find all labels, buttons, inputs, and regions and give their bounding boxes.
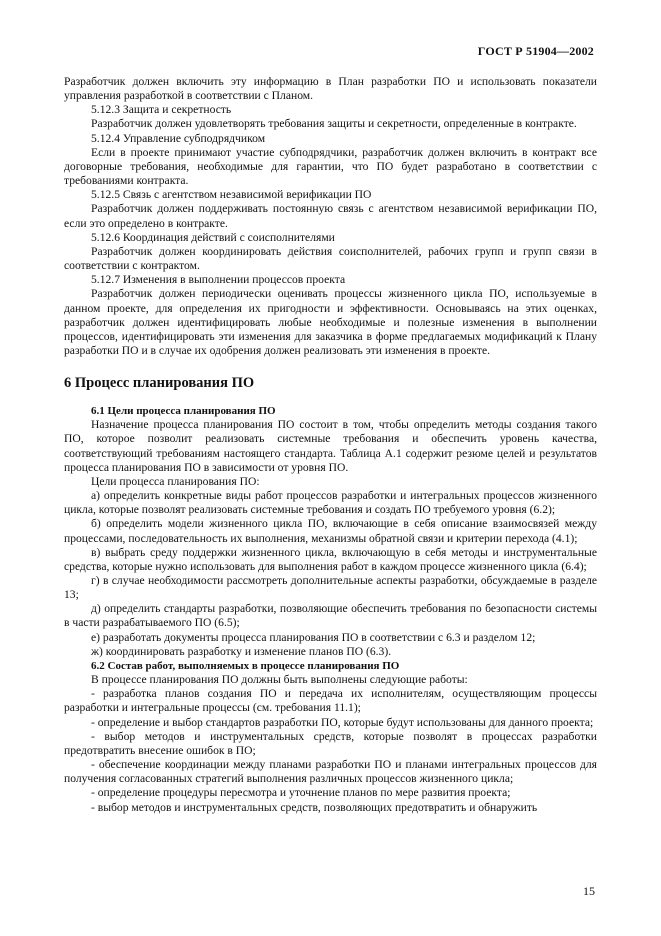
list-item: д) определить стандарты разработки, позволяющие обеспечить требования по безопасности системы в части разрабатываемого ПО (6.5); [64,602,597,630]
clause-heading: 5.12.6 Координация действий с соисполнителями [91,230,335,244]
list-item: - выбор методов и инструментальных средств, позволяющих предотвратить и обнаружить [91,800,538,814]
paragraph: В процессе планирования ПО должны быть выполнены следующие работы: [91,673,468,687]
clause-heading: 5.12.3 Защита и секретность [91,103,232,117]
subsection-title: 6.1 Цели процесса планирования ПО [91,405,276,418]
list-item: - определение и выбор стандартов разработки ПО, которые будут использованы для данного проекта; [91,715,594,729]
paragraph: Цели процесса планирования ПО: [91,474,260,488]
paragraph: Разработчик должен периодически оценивать процессы жизненного цикла ПО, используемые в данном проекте, для определения их пригодности и эффективности. Основываясь на этих оценках, разработчик должен идентифицировать любые необходимые и полезные изменения в выполнении процессов, идентифицировать эти изменения для заказчика в форме предлагаемых модификаций к Плану разработки ПО и в случае их одобрения должен реализовать эти изменения в проекте. [64,287,597,357]
paragraph: Разработчик должен удовлетворять требования защиты и секретности, определенные в контракте. [91,117,577,131]
list-item: г) в случае необходимости рассмотреть дополнительные аспекты разработки, обсуждаемые в разделе 13; [64,574,597,602]
page-body [64,75,597,815]
clause-heading: 5.12.4 Управление субподрядчиком [91,131,266,145]
clause-heading: 5.12.7 Изменения в выполнении процессов проекта [91,273,346,287]
list-item: б) определить модели жизненного цикла ПО, включающие в себя описание взаимосвязей между процессами, последовательность их выполнения, механизмы обратной связи и критерии перехода (4.1); [64,517,597,545]
list-item: - выбор методов и инструментальных средств, которые позволят в процессах разработки предотвратить внесение ошибок в ПО; [64,729,597,757]
paragraph: Разработчик должен координировать действия соисполнителей, рабочих групп и групп связи в соответствии с контрактом. [64,244,597,273]
list-item: в) выбрать среду поддержки жизненного цикла, включающую в себя методы и инструментальные средства, которые нужно использовать для выполнения работ в каждом процессе жизненного цикла (6.4); [64,545,597,573]
list-item: а) определить конкретные виды работ процессов разработки и интегральных процессов жизненного цикла, которые позволят реализовать системные требования и создать ПО требуемого уровня (6.2); [64,489,597,517]
list-item: ж) координировать разработку и изменение планов ПО (6.3). [91,644,392,658]
list-item: - обеспечение координации между планами разработки ПО и планами интегральных процессов для получения согласованных стратегий выполнения различных процессов жизненного цикла; [64,758,597,786]
list-item: - определение процедуры пересмотра и уточнение планов по мере развития проекта; [91,786,511,800]
list-item: е) разработать документы процесса планирования ПО в соответствии с 6.3 и разделом 12; [91,630,536,644]
list-item: - разработка планов создания ПО и передача их исполнителям, осуществляющим процессы разработки и интегральные процессы (см. требования 11.1); [64,687,597,715]
paragraph: Назначение процесса планирования ПО состоит в том, чтобы определить методы создания такого ПО, которое позволит реализовать системные требования и обеспечить уровень качества, соответствующий требованиям настоящего стандарта. Таблица А.1 содержит резюме целей и результатов процесса планирования ПО в зависимости от уровня ПО. [64,418,597,474]
section-title: 6 Процесс планирования ПО [64,375,255,392]
paragraph: Если в проекте принимают участие субподрядчики, разработчик должен включить в контракт все договорные требования, необходимые для гарантии, что ПО будет разработано в соответствии с требованиями контракта. [64,145,597,188]
paragraph: Разработчик должен поддерживать постоянную связь с агентством независимой верификации ПО, если это определено в контракте. [64,202,597,230]
clause-heading: 5.12.5 Связь с агентством независимой верификации ПО [91,188,372,202]
subsection-title: 6.2 Состав работ, выполняемых в процессе планирования ПО [91,659,400,672]
page-number: 15 [583,884,595,898]
paragraph: Разработчик должен включить эту информацию в План разработки ПО и использовать показатели управления разработкой в соответствии с Планом. [64,75,597,103]
document-header: ГОСТ Р 51904—2002 [477,44,594,58]
